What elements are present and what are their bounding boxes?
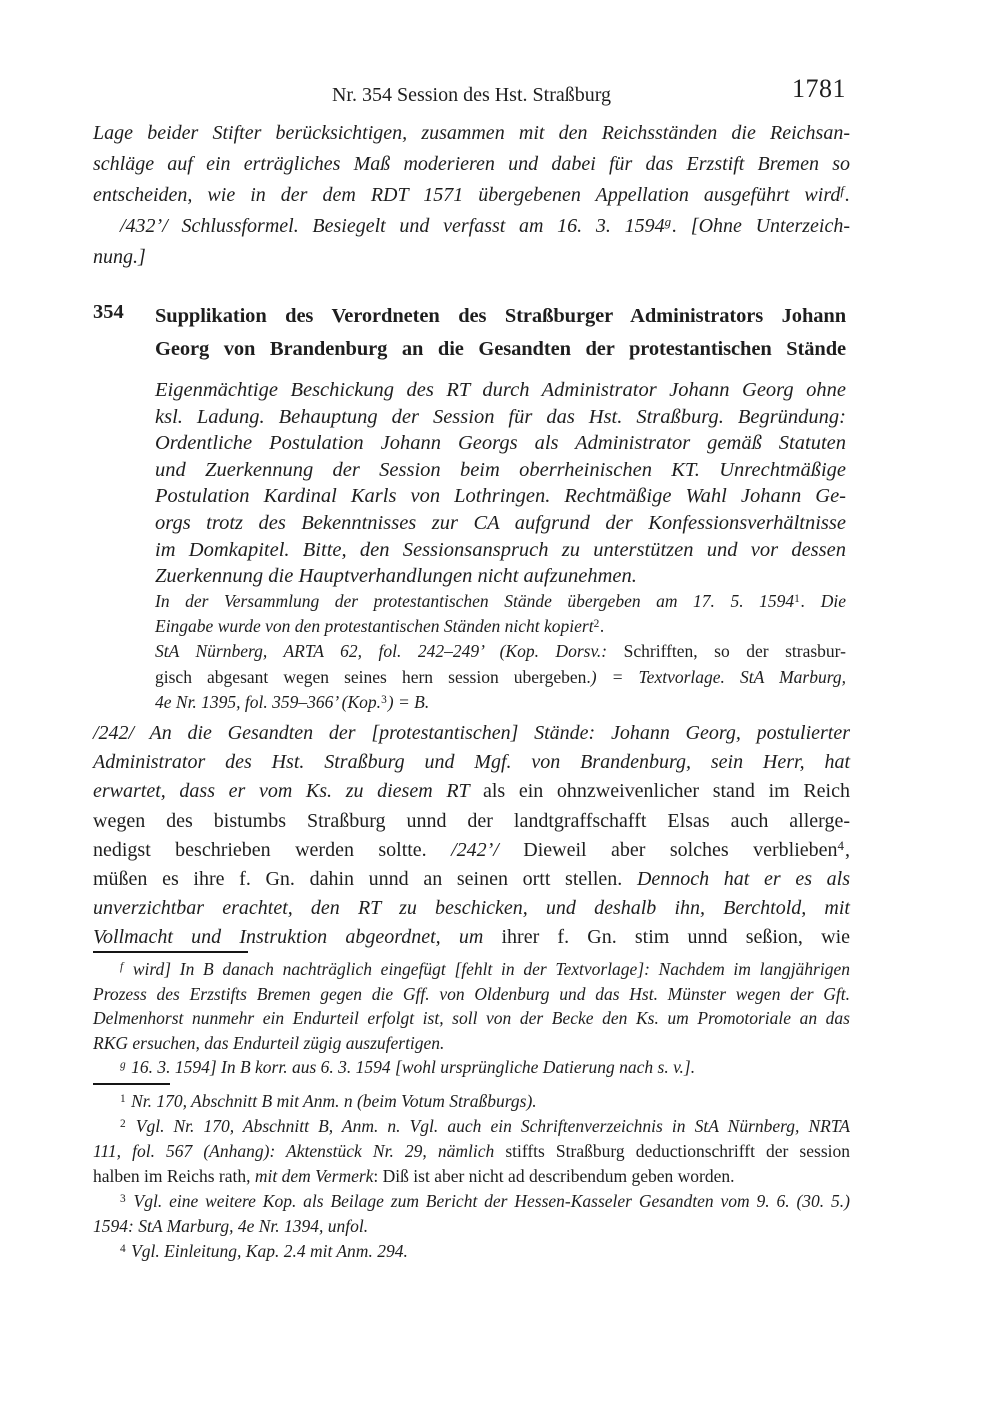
- text-line: Zuerkennung die Hauptverhandlungen nicht aufzunehmen.: [155, 565, 637, 588]
- text-line: nedigst beschrieben werden soltte. /242’/ Dieweil aber solches verblieben$^4$,: [93, 837, 850, 861]
- commentary-notes-divider: [93, 1083, 170, 1085]
- text-line: Eigenmächtige Beschickung des RT durch Administrator Johann Georg ohne: [155, 379, 846, 401]
- text-line: und Zuerkennung der Session beim oberrheinischen KT. Unrechtmäßige: [155, 458, 846, 481]
- commentary-notes: [93, 1089, 850, 1264]
- document-title: [155, 300, 846, 365]
- text-line: orgs trotz des Bekenntnisses zur CA aufgrund der Konfessionsverhältnisse: [155, 511, 846, 534]
- text-line: nung.]: [93, 246, 146, 268]
- page-number: 1781: [792, 74, 846, 103]
- document-summary: [155, 377, 846, 590]
- text-line: gisch abgesant wegen seines hern session ubergeben.) = Textvorlage. StA Marburg,: [155, 666, 846, 687]
- text-line: unverzichtbar erachtet, den RT zu beschicken, und deshalb ihn, Berchtold, mit: [93, 897, 850, 920]
- text-line: Ordentliche Postulation Johann Georgs als Administrator gemäß Statuten: [155, 432, 846, 455]
- text-line: /242/ An die Gesandten der [protestantischen] Stände: Johann Georg, postulierter: [93, 722, 850, 744]
- text-line: /432’/ Schlussformel. Besiegelt und verfasst am 16. 3. 1594$^g$. [Ohne Unterzeich-: [120, 214, 850, 237]
- text-line: ksl. Ladung. Behauptung der Session für das Hst. Straßburg. Begründung:: [155, 405, 846, 428]
- text-line: 111, fol. 567 (Anhang): Aktenstück Nr. 29, nämlich stiffts Straßburg deductionschrifft der session: [93, 1141, 850, 1161]
- text-line: Prozess des Erzstifts Bremen gegen die Gff. von Oldenburg und das Hst. Münster wegen der Gft.: [93, 983, 850, 1004]
- text-line: Georg von Brandenburg an die Gesandten der protestantischen Stände: [155, 337, 846, 360]
- text-line: entscheiden, wie in der dem RDT 1571 übergebenen Appellation ausgeführt wird$^f$.: [93, 183, 850, 206]
- text-line: Vollmacht und Instruktion abgeordnet, um ihrer f. Gn. stim unnd seßion, wie: [93, 926, 850, 949]
- text-line: Supplikation des Verordneten des Straßburger Administrators Johann: [155, 305, 846, 327]
- text-line: $^f$ wird] In B danach nachträglich eingefügt [fehlt in der Textvorlage]: Nachdem im langjährigen: [120, 959, 850, 979]
- text-line: Delmenhorst nunmehr ein Endurteil erfolgt ist, soll von der Becke den Ks. um Promotoriale an das: [93, 1008, 850, 1029]
- document-body: [93, 719, 850, 953]
- text-line: 4e Nr. 1395, fol. 359–366’ (Kop.$^3$) = B.: [155, 691, 430, 712]
- running-title: Nr. 354 Session des Hst. Straßburg: [331, 84, 612, 106]
- text-line: wegen des bistumbs Straßburg unnd der landtgraffschafft Elsas auch allerge-: [93, 809, 850, 832]
- text-line: 1594: StA Marburg, 4e Nr. 1394, unfol.: [93, 1216, 369, 1236]
- text-line: im Domkapitel. Bitte, den Sessionsanspruch zu unterstützen und vor dessen: [155, 538, 846, 561]
- text-line: Lage beider Stifter berücksichtigen, zusammen mit den Reichsständen die Reichsan-: [93, 122, 850, 144]
- text-line: erwartet, dass er vom Ks. zu diesem RT als ein ohnzweivenlicher stand im Reich: [93, 780, 850, 803]
- text-line: Eingabe wurde von den protestantischen Ständen nicht kopiert$^2$.: [155, 616, 605, 637]
- source-provenance: [155, 589, 846, 715]
- text-line: $^4$ Vgl. Einleitung, Kap. 2.4 mit Anm. 294.: [120, 1241, 408, 1261]
- text-line: $^3$ Vgl. eine weitere Kop. als Beilage zum Bericht der Hessen-Kasseler Gesandten vom 9. 6. (30. 5.): [120, 1191, 850, 1211]
- previous-doc-continuation: [93, 118, 850, 273]
- text-line: $^g$ 16. 3. 1594] In B korr. aus 6. 3. 1594 [wohl ursprüngliche Datierung nach s. v.].: [120, 1057, 696, 1078]
- textual-notes-divider: [93, 951, 248, 953]
- text-line: Postulation Kardinal Karls von Lothringen. Rechtmäßige Wahl Johann Ge-: [155, 485, 846, 508]
- text-line: RKG ersuchen, das Endurteil zügig auszufertigen.: [93, 1032, 445, 1053]
- text-line: halben im Reichs rath, mit dem Vermerk: Diß ist aber nicht ad describendum geben worden.: [93, 1166, 735, 1186]
- text-line: In der Versammlung der protestantischen Stände übergeben am 17. 5. 1594$^1$. Die: [155, 591, 846, 611]
- text-line: StA Nürnberg, ARTA 62, fol. 242–249’ (Kop. Dorsv.: Schrifften, so der strasbur-: [155, 641, 846, 662]
- text-line: Administrator des Hst. Straßburg und Mgf. von Brandenburg, sein Herr, hat: [93, 751, 850, 774]
- text-line: schläge auf ein erträgliches Maß moderieren und dabei für das Erzstift Bremen so: [93, 153, 850, 175]
- text-line: müßen es ihre f. Gn. dahin unnd an seinen ortt stellen. Dennoch hat er es als: [93, 868, 850, 891]
- text-line: $^2$ Vgl. Nr. 170, Abschnitt B, Anm. n. Vgl. auch ein Schriftenverzeichnis in StA Nürnberg, NRTA: [120, 1116, 850, 1136]
- textual-notes: [93, 957, 850, 1080]
- text-line: $^1$ Nr. 170, Abschnitt B mit Anm. n (beim Votum Straßburgs).: [120, 1091, 537, 1111]
- document-number: 354: [93, 301, 124, 323]
